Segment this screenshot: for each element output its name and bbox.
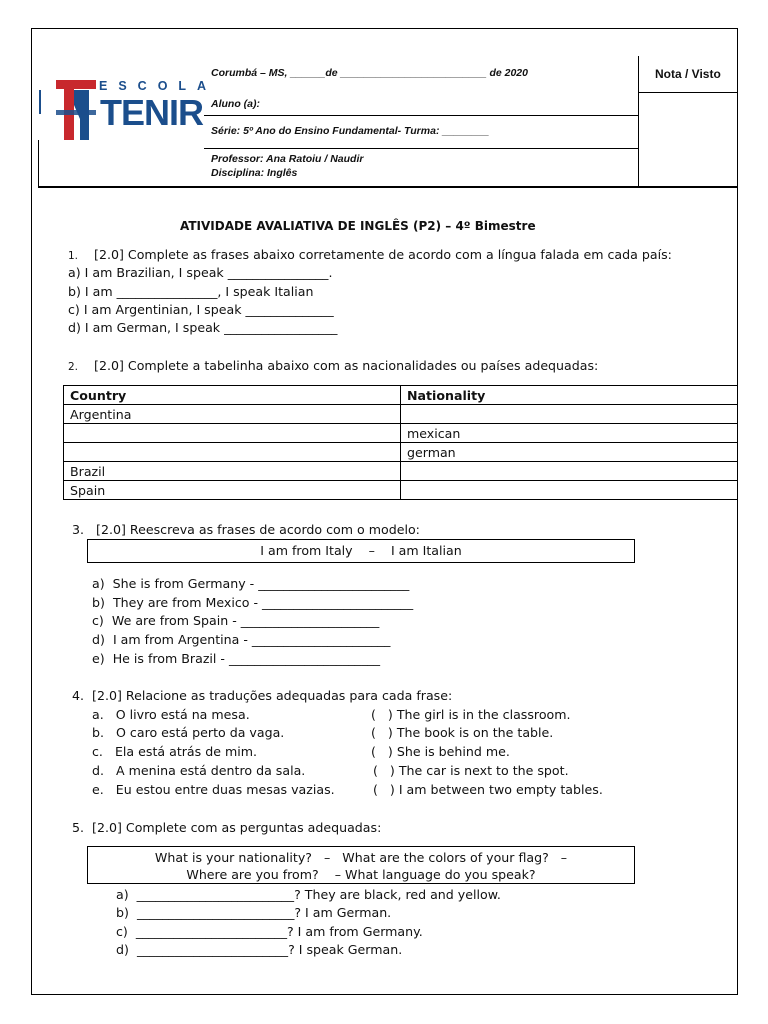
q1-item: b) I am ________________, I speak Italian: [68, 284, 314, 299]
header-left-border: [38, 140, 39, 188]
q3-item: [92, 595, 413, 610]
q1-prompt: [68, 247, 672, 262]
q2-prompt: [68, 358, 598, 373]
column-header-nationality: Nationality: [401, 386, 738, 405]
grade-box-divider: [638, 56, 639, 188]
q4-left-item: [92, 744, 257, 759]
q3-prompt: [72, 522, 420, 537]
q5-item: [116, 905, 391, 920]
school-logo-icon: [56, 80, 96, 140]
table-cell[interactable]: [64, 424, 401, 443]
header-row-line: [204, 115, 638, 116]
q5-item-text: ________________________? I speak German.: [136, 942, 403, 957]
q4-left-item: [92, 763, 305, 778]
q3-item: [92, 613, 379, 628]
page-title: ATIVIDADE AVALIATIVA DE INGLÊS (P2) – 4º Bimestre: [180, 219, 536, 233]
q3-item-letter: a): [92, 576, 105, 591]
q3-item-text: We are from Spain - ______________________: [111, 613, 380, 628]
questions-box-line: Where are you from? – What language do you speak?: [186, 867, 536, 882]
q3-item: [92, 576, 409, 591]
series-field: Série: 5º Ano do Ensino Fundamental- Turma: ________: [211, 125, 490, 137]
q4-item-text: Ela está atrás de mim.: [114, 744, 257, 759]
q3-item: [92, 651, 380, 666]
table-row: [64, 481, 738, 500]
q4-item-letter: e.: [92, 782, 104, 797]
q1-item: a) I am Brazilian, I speak ________________.: [68, 265, 333, 280]
q4-item-text: Eu estou entre duas mesas vazias.: [115, 782, 335, 797]
nationality-table: [63, 385, 738, 500]
student-field: Aluno (a):: [211, 98, 260, 110]
table-cell[interactable]: [401, 405, 738, 424]
q5-item-text: _________________________? I am German.: [136, 905, 392, 920]
table-cell[interactable]: [401, 481, 738, 500]
q2-number: 2.: [68, 361, 79, 373]
teacher-field: Professor: Ana Ratoiu / Naudir: [211, 153, 364, 165]
table-header-row: [64, 386, 738, 405]
q5-item-letter: c): [116, 924, 128, 939]
column-header-country: Country: [64, 386, 401, 405]
q4-right-item[interactable]: ( ) I am between two empty tables.: [373, 782, 603, 797]
table-cell[interactable]: german: [401, 443, 738, 462]
q4-right-item[interactable]: ( ) The book is on the table.: [371, 725, 554, 740]
table-cell[interactable]: Brazil: [64, 462, 401, 481]
q2-prompt-text: [2.0] Complete a tabelinha abaixo com as nacionalidades ou países adequadas:: [94, 358, 599, 373]
q1-item: d) I am German, I speak __________________: [68, 320, 338, 335]
model-text: I am from Italy – I am Italian: [260, 543, 462, 558]
q4-item-letter: b.: [92, 725, 104, 740]
q5-item: [116, 942, 402, 957]
q5-number: 5.: [72, 820, 85, 835]
q3-item-text: They are from Mexico - ________________________: [112, 595, 414, 610]
q5-item: [116, 924, 423, 939]
table-row: [64, 405, 738, 424]
table-cell[interactable]: mexican: [401, 424, 738, 443]
q4-item-text: A menina está dentro da sala.: [116, 763, 306, 778]
q3-prompt-text: [2.0] Reescreva as frases de acordo com o modelo:: [96, 522, 420, 537]
q5-item-text: _________________________? They are black, red and yellow.: [136, 887, 501, 902]
table-row: [64, 443, 738, 462]
q4-number: 4.: [72, 688, 85, 703]
q4-item-text: O livro está na mesa.: [115, 707, 250, 722]
q3-item-text: She is from Germany - ________________________: [112, 576, 410, 591]
q5-prompt: [72, 820, 381, 835]
questions-box-line: What is your nationality? – What are the colors of your flag? –: [154, 850, 568, 865]
q3-item-letter: e): [92, 651, 105, 666]
q4-right-item[interactable]: ( ) She is behind me.: [371, 744, 510, 759]
table-row: [64, 424, 738, 443]
q3-item-text: He is from Brazil - ________________________: [112, 651, 381, 666]
q3-item-text: I am from Argentina - ______________________: [112, 632, 391, 647]
header-row-line: [204, 148, 638, 149]
q5-item-letter: b): [116, 905, 129, 920]
grade-box-separator: [638, 92, 738, 93]
q4-right-item[interactable]: ( ) The girl is in the classroom.: [371, 707, 571, 722]
table-cell[interactable]: Argentina: [64, 405, 401, 424]
q4-item-letter: a.: [92, 707, 104, 722]
table-cell[interactable]: [401, 462, 738, 481]
q4-right-item[interactable]: ( ) The car is next to the spot.: [373, 763, 569, 778]
table-row: [64, 462, 738, 481]
q4-prompt: [72, 688, 452, 703]
q3-item-letter: b): [92, 595, 105, 610]
table-cell[interactable]: [64, 443, 401, 462]
q1-item: c) I am Argentinian, I speak ______________: [68, 302, 334, 317]
table-cell[interactable]: Spain: [64, 481, 401, 500]
grade-box-label: Nota / Visto: [655, 67, 721, 81]
q4-left-item: [92, 725, 284, 740]
q4-item-letter: c.: [92, 744, 103, 759]
q3-item: [92, 632, 390, 647]
q3-item-letter: c): [92, 613, 104, 628]
q5-item-letter: a): [116, 887, 129, 902]
q1-number: 1.: [68, 250, 79, 262]
q5-item-text: ________________________? I am from Germany.: [135, 924, 423, 939]
q4-prompt-text: [2.0] Relacione as traduções adequadas para cada frase:: [92, 688, 453, 703]
q4-left-item: [92, 707, 250, 722]
model-box: [87, 539, 635, 563]
q4-item-text: O caro está perto da vaga.: [116, 725, 285, 740]
q3-number: 3.: [72, 522, 85, 537]
logo-tenir-text: TENIR: [100, 92, 203, 133]
logo-accent-bar: [39, 90, 41, 114]
subject-field: Disciplina: Inglês: [211, 167, 298, 179]
logo-escola-text: ESCOLA: [99, 79, 218, 93]
q5-item: [116, 887, 501, 902]
q5-prompt-text: [2.0] Complete com as perguntas adequadas:: [92, 820, 382, 835]
q4-left-item: [92, 782, 335, 797]
q4-item-letter: d.: [92, 763, 104, 778]
city-date-line: Corumbá – MS, ______de _________________________ de 2020: [211, 67, 528, 79]
q3-item-letter: d): [92, 632, 105, 647]
q5-item-letter: d): [116, 942, 129, 957]
q1-prompt-text: [2.0] Complete as frases abaixo corretamente de acordo com a língua falada em cada país:: [94, 247, 672, 262]
questions-box: [87, 846, 635, 884]
